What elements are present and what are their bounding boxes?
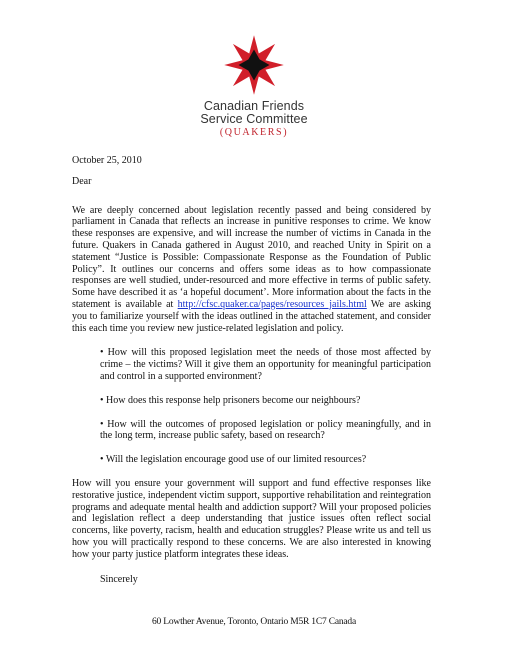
paragraph-1-text-b: We are asking you to familiarize yourself with the ideas outlined in the attached statement, and consider this each time you review new justice-related legislation and policy. — [72, 298, 431, 334]
question-item: • How does this response help prisoners become our neighbours? — [100, 394, 361, 406]
org-subtitle: (QUAKERS) — [219, 127, 289, 138]
paragraph-2: How will you ensure your government will support and fund effective responses like restorative justice, independent victim support, supportive rehabilitation and reintegration programs and adequate mental health and addiction support? Will your proposed policies and legislation reflect a deep understanding that justice issues often reflect social concerns, like poverty, racism, health and education struggles? Please write us and tell us how you will practically respond to these concerns. We are also interested in knowing how your party justice platform integrates these ideas. — [72, 477, 431, 560]
footer-address: 60 Lowther Avenue, Toronto, Ontario M5R 1C7 Canada — [151, 617, 357, 627]
letterhead — [0, 34, 508, 139]
question-item: • How will this proposed legislation meet the needs of those most affected by crime – the victims? Will it give them an opportunity for meaningful participation and control in a supported environment? — [100, 347, 431, 382]
signoff: Sincerely — [100, 573, 138, 585]
question-item: • How will the outcomes of proposed legislation or policy meaningfully, and in the long term, increase public safety, based on research? — [100, 418, 431, 442]
salutation: Dear — [72, 175, 92, 187]
letter-body — [72, 155, 431, 585]
paragraph-1 — [72, 205, 431, 335]
resources-link[interactable]: http://cfsc.quaker.ca/pages/resources_jails.html — [177, 298, 367, 310]
org-name-line2: Service Committee — [200, 112, 308, 126]
paragraph-1-text-a: We are deeply concerned about legislation recently passed and being considered by parliament in Canada that reflects an increase in punitive responses to crime. We know these responses are expensive, and will increase the number of victims in Canada in the future. Quakers in Canada gathered in August 2010, and reached Unity in Spirit on a statement “Justice is Possible: Compassionate Response as the Foundation of Public Policy”. It outlines our concerns and offers some ideas as to how compassionate responses are well studied, under-resourced and more effective in terms of public safety. Some have described it as ‘a hopeful document’. More information about the facts in the statement is available at — [72, 204, 431, 310]
star-icon — [223, 34, 285, 96]
question-list — [100, 347, 431, 466]
question-item: • Will the legislation encourage good use of our limited resources? — [100, 454, 367, 466]
org-name-line1: Canadian Friends — [203, 99, 305, 113]
letter-date: October 25, 2010 — [72, 155, 142, 166]
